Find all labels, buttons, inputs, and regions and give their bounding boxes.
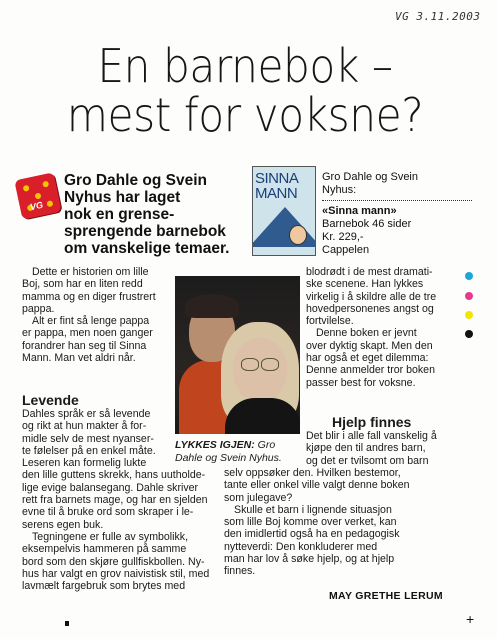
registration-dot-black (465, 330, 473, 338)
text-line: tante eller onkel ville valgt denne boken (224, 479, 410, 492)
factbox-title: «Sinna mann» (322, 205, 397, 217)
text-line: bord som den skjøre gullfiskbollen. Ny- (22, 555, 205, 568)
lead-line: nok en grense- (64, 206, 175, 223)
text-line: Det blir i alle fall vanskelig å (306, 430, 437, 442)
factbox-publisher: Cappelen (322, 244, 370, 256)
text-line: hus har valgt en grov naivistisk stil, med (22, 567, 210, 580)
photo-man-hair (185, 294, 239, 318)
author-photo (175, 276, 300, 434)
crop-mark-icon: + (466, 611, 475, 627)
factbox-authors: Gro Dahle og Svein (322, 171, 418, 183)
lead-line: sprengende barnebok (64, 223, 226, 240)
text-line: evne til å bruke ord som skraper i le- (22, 506, 194, 519)
photo-woman-body (225, 398, 300, 434)
book-cover-image (252, 166, 316, 256)
subhead-hjelp-finnes: Hjelp finnes (332, 414, 412, 430)
text-line: eksempelvis hammeren på samme (22, 543, 187, 556)
text-line: over dyktig skapt. Men den (306, 339, 433, 352)
text-line: den lille guttens skrekk, hans uutholde- (22, 469, 206, 482)
text-line: midle selv de mest nyanser- (22, 432, 154, 445)
print-mark (65, 621, 69, 626)
subhead-levende: Levende (22, 392, 79, 408)
cover-title-line-1: SINNA (255, 170, 299, 187)
text-line: og det er tvilsomt om barn (306, 454, 429, 467)
text-line: Denne anmelder tror boken (306, 364, 435, 377)
text-line: kjøpe den til andres barn, (306, 442, 426, 455)
text-line: nytteverdi: Den konkluderer med (224, 540, 378, 553)
factbox-authors: Nyhus: (322, 184, 357, 196)
text-line: har også et eget dilemma: (306, 352, 429, 365)
text-line: te følelser på en enkel måte. (22, 444, 156, 457)
headline (47, 39, 443, 142)
text-line: selv oppsøker den. Hvilken bestemor, (224, 467, 401, 479)
registration-dot-cyan (465, 272, 473, 280)
text-line: virkelig i å skildre alle de tre (306, 290, 437, 303)
text-line: serens egen buk. (22, 518, 104, 531)
text-line: hovedpersonenes angst og (306, 302, 434, 315)
text-line: som lille Boj komme over verket, kan (224, 516, 397, 529)
text-line: den imidlertid også ha en pedagogisk (224, 528, 400, 541)
text-line: pappa. (22, 302, 55, 315)
factbox-divider (322, 200, 472, 201)
lead-line: om vanskelige temaer. (64, 240, 230, 257)
text-line: mamma og en diger frustrert (22, 290, 156, 303)
text-line: man har lov å søke hjelp, og at hjelp (224, 553, 395, 566)
text-line: blodrødt i de mest dramati- (306, 266, 433, 278)
registration-dot-magenta (465, 292, 473, 300)
text-line: som julegave? (224, 491, 293, 504)
factbox-pages: Barnebok 46 sider (322, 218, 412, 230)
body-column-1 (22, 266, 172, 364)
registration-dot-yellow (465, 311, 473, 319)
body-column-3-lower (306, 414, 476, 467)
book-factbox (322, 171, 472, 257)
text-line: Mann. Man vet aldri når. (22, 352, 136, 365)
text-line: finnes. (224, 565, 256, 578)
text-line: forandrer han seg til Sinna (22, 339, 147, 352)
text-line: ske scenene. Han lykkes (306, 278, 424, 291)
text-line: Denne boken er jevnt (316, 327, 417, 340)
text-line: lavmælt fargebruk som brytes med (22, 580, 186, 593)
cover-boy-face (289, 225, 307, 245)
text-line: Dette er historien om lille (32, 266, 149, 278)
photo-woman-face (233, 338, 287, 402)
body-column-3-wide (224, 467, 474, 578)
byline: MAY GRETHE LERUM (329, 590, 443, 602)
text-line: Leseren kan formelig lukte (22, 457, 147, 470)
text-line: Dahles språk er så levende (22, 408, 151, 420)
text-line: er pappa, men noen ganger (22, 327, 153, 340)
vg-logo-tag: VG (29, 199, 44, 213)
text-line: Boj, som har en liten redd (22, 278, 143, 291)
headline-line-2: mest for voksne? (66, 88, 424, 142)
text-line: passer best for voksne. (306, 376, 416, 389)
lead-line: Nyhus har laget (64, 189, 181, 206)
photo-caption (175, 439, 303, 464)
lead-paragraph (64, 172, 254, 257)
cover-title-line-2: MANN (255, 185, 298, 202)
body-column-3 (306, 266, 466, 389)
text-line: fortvilelse. (306, 315, 354, 328)
handwritten-date-note: VG 3.11.2003 (395, 10, 481, 23)
text-line: Skulle et barn i lignende situasjon (234, 503, 392, 516)
text-line: Tegningene er fulle av symbolikk, (32, 530, 189, 543)
factbox-price: Kr. 229,- (322, 231, 364, 243)
photo-glasses (241, 358, 259, 371)
caption-label: LYKKES IGJEN: (175, 439, 255, 451)
dice-rating-icon (14, 172, 61, 219)
text-line: og rikt at hun makter å for- (22, 420, 147, 433)
headline-line-1: En barnebok – (97, 39, 393, 93)
caption-names: Gro (257, 439, 276, 451)
text-line: rett fra barnets mage, og har en sjelden (22, 494, 208, 507)
cover-mountain-shape (252, 207, 316, 247)
photo-glasses (261, 358, 279, 371)
text-line: Alt er fint så lenge pappa (32, 315, 150, 328)
text-line: lige evige balansegang. Dahle skriver (22, 481, 199, 494)
caption-names: Dahle og Svein Nyhus. (175, 451, 282, 464)
lead-line: Gro Dahle og Svein (64, 172, 207, 189)
